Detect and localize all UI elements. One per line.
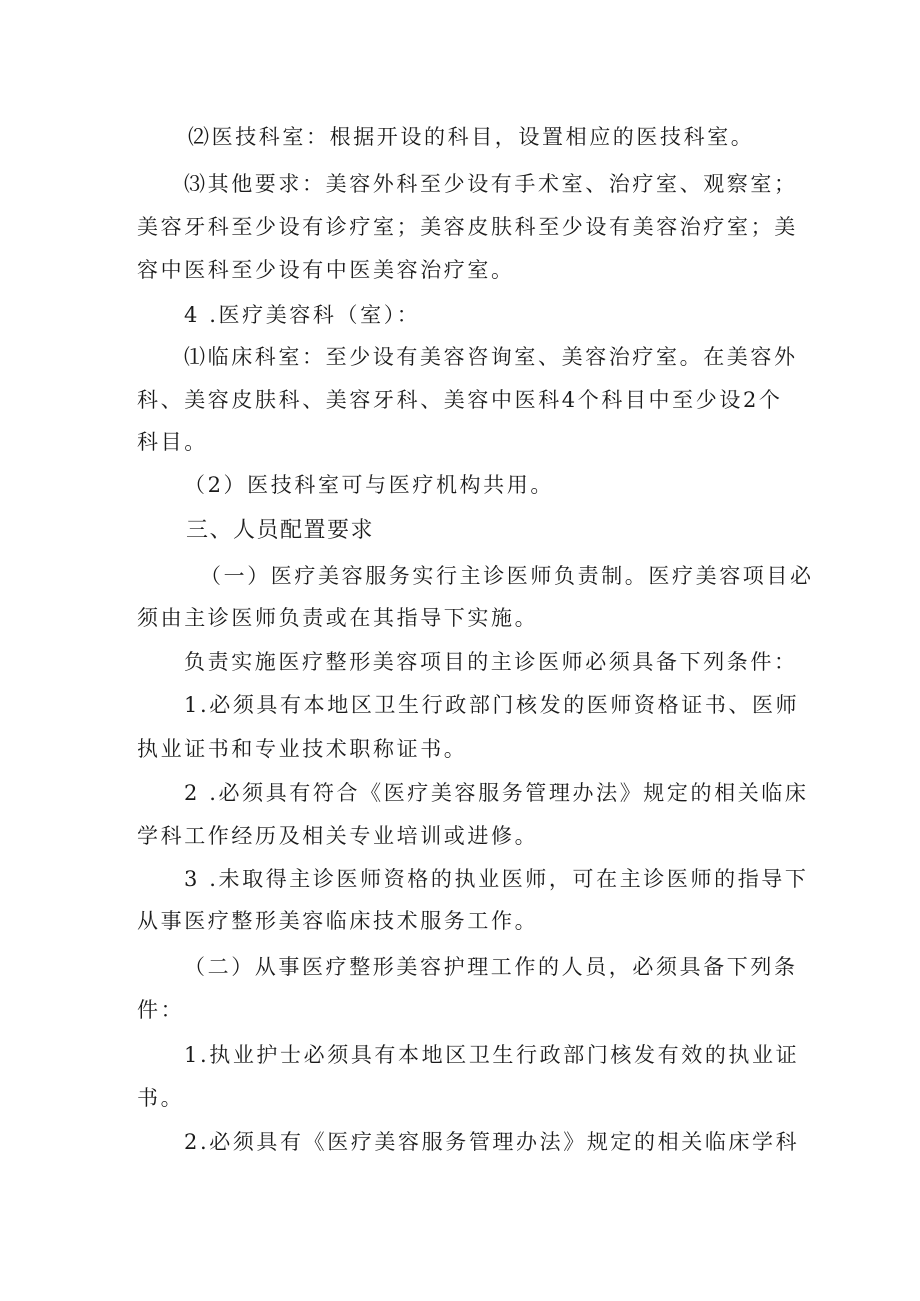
section-heading: 三、人员配置要求 xyxy=(186,518,375,543)
paragraph-line: ⑵医技科室：根据开设的科目，设置相应的医技科室。 xyxy=(188,125,755,149)
paragraph-line: 执业证书和专业技术职称证书。 xyxy=(137,737,468,761)
paragraph-line: 科目。 xyxy=(137,430,208,454)
paragraph-line: （2）医技科室可与医疗机构共用。 xyxy=(184,473,554,497)
paragraph-line: （一）医疗美容服务实行主诊医师负责制。医疗美容项目必 xyxy=(200,564,814,588)
paragraph-line: 容中医科至少设有中医美容治疗室。 xyxy=(137,258,515,282)
paragraph-line: 须由主诊医师负责或在其指导下实施。 xyxy=(137,606,539,630)
paragraph-line: 4 .医疗美容科（室）： xyxy=(184,303,421,327)
paragraph-line: 3 .未取得主诊医师资格的执业医师，可在主诊医师的指导下 xyxy=(184,867,809,891)
paragraph-line: 从事医疗整形美容临床技术服务工作。 xyxy=(137,909,539,933)
paragraph-line: 1.执业护士必须具有本地区卫生行政部门核发有效的执业证 xyxy=(184,1043,800,1067)
paragraph-line: ⑶其他要求：美容外科至少设有手术室、治疗室、观察室； xyxy=(184,172,798,196)
paragraph-line: 2 .必须具有符合《医疗美容服务管理办法》规定的相关临床 xyxy=(184,781,809,805)
paragraph-line: 负责实施医疗整形美容项目的主诊医师必须具备下列条件： xyxy=(184,650,798,674)
paragraph-line: 件： xyxy=(137,998,185,1022)
paragraph-line: 2.必须具有《医疗美容服务管理办法》规定的相关临床学科 xyxy=(184,1130,800,1154)
paragraph-line: 1.必须具有本地区卫生行政部门核发的医师资格证书、医师 xyxy=(184,693,800,717)
paragraph-line: （二）从事医疗整形美容护理工作的人员，必须具备下列条 xyxy=(184,955,798,979)
paragraph-line: 学科工作经历及相关专业培训或进修。 xyxy=(137,824,539,848)
paragraph-line: 科、美容皮肤科、美容牙科、美容中医科4个科目中至少设2个 xyxy=(137,388,783,412)
paragraph-line: ⑴临床科室：至少设有美容咨询室、美容治疗室。在美容外 xyxy=(184,345,798,369)
paragraph-line: 美容牙科至少设有诊疗室；美容皮肤科至少设有美容治疗室；美 xyxy=(137,215,798,239)
paragraph-line: 书。 xyxy=(137,1086,185,1110)
